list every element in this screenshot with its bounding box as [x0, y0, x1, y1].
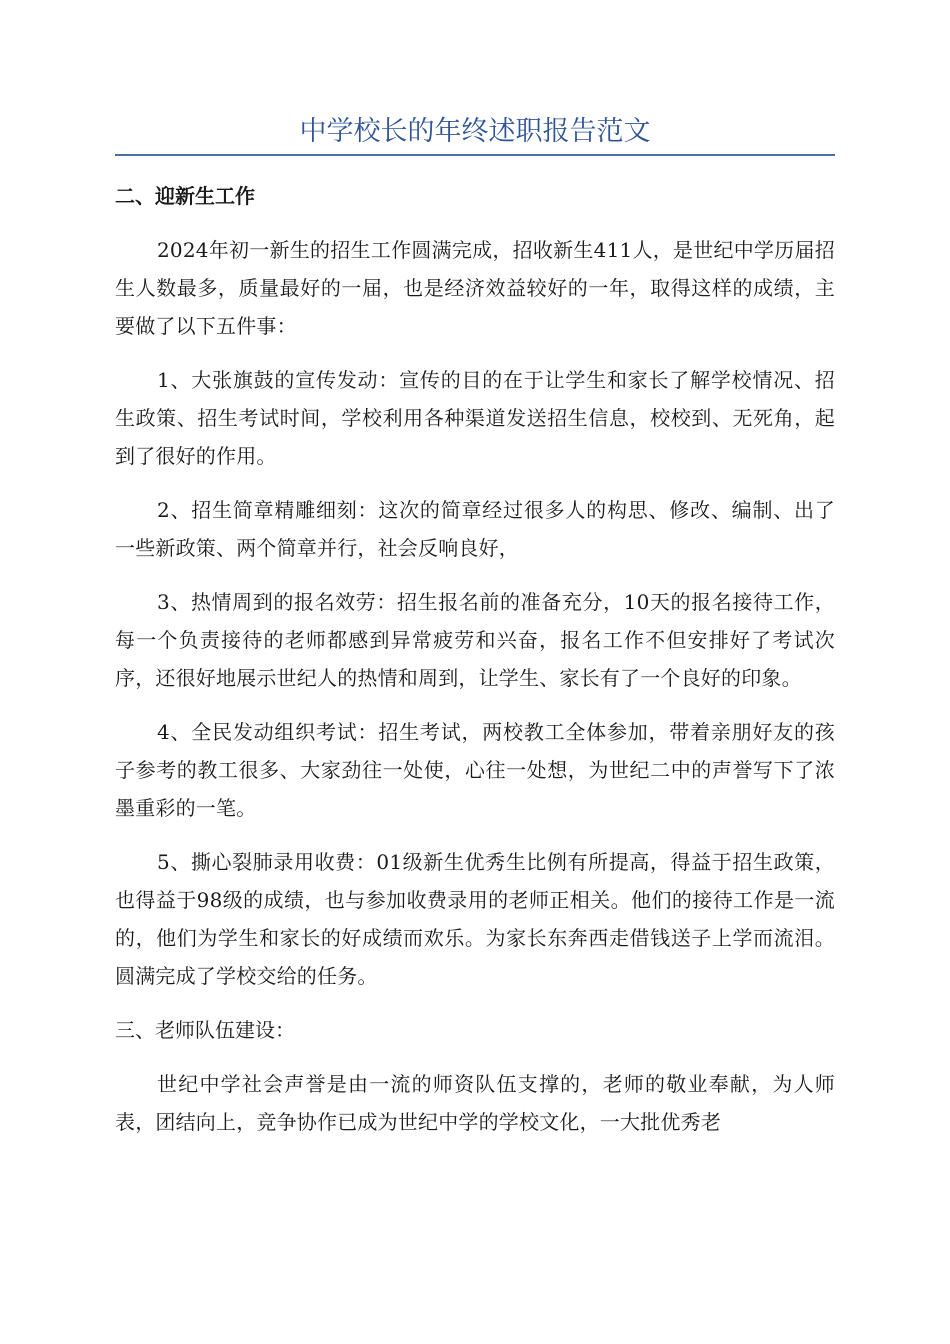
document-title: 中学校长的年终述职报告范文	[299, 116, 651, 147]
section-heading-teacher-team: 三、老师队伍建设：	[115, 1018, 295, 1042]
section-heading-welcome-new-students: 二、迎新生工作	[115, 184, 255, 208]
paragraph: 2024年初一新生的招生工作圆满完成，招收新生411人，是世纪中学历届招生人数最多，质量最好的一届，也是经济效益较好的一年，取得这样的成绩，主要做了以下五件事：	[115, 238, 835, 338]
paragraph: 5、撕心裂肺录用收费：01级新生优秀生比例有所提高，得益于招生政策，也得益于98级的成绩，也与参加收费录用的老师正相关。他们的接待工作是一流的，他们为学生和家长的好成绩而欢乐。为家长东奔西走借钱送子上学而流泪。圆满完成了学校交给的任务。	[115, 850, 835, 988]
paragraph: 2、招生简章精雕细刻：这次的简章经过很多人的构思、修改、编制、出了一些新政策、两个简章并行，社会反响良好，	[115, 498, 835, 560]
paragraph: 世纪中学社会声誉是由一流的师资队伍支撑的，老师的敬业奉献，为人师表，团结向上，竞争协作已成为世纪中学的学校文化，一大批优秀老	[115, 1072, 835, 1134]
title-underline	[115, 154, 835, 156]
paragraph: 3、热情周到的报名效劳：招生报名前的准备充分，10天的报名接待工作，每一个负责接待的老师都感到异常疲劳和兴奋，报名工作不但安排好了考试次序，还很好地展示世纪人的热情和周到，让学生、家长有了一个良好的印象。	[115, 590, 835, 690]
paragraph: 1、大张旗鼓的宣传发动：宣传的目的在于让学生和家长了解学校情况、招生政策、招生考试时间，学校利用各种渠道发送招生信息，校校到、无死角，起到了很好的作用。	[115, 368, 835, 468]
paragraph: 4、全民发动组织考试：招生考试，两校教工全体参加，带着亲朋好友的孩子参考的教工很多、大家劲往一处使，心往一处想，为世纪二中的声誉写下了浓墨重彩的一笔。	[115, 720, 835, 820]
document-body	[115, 177, 835, 1157]
